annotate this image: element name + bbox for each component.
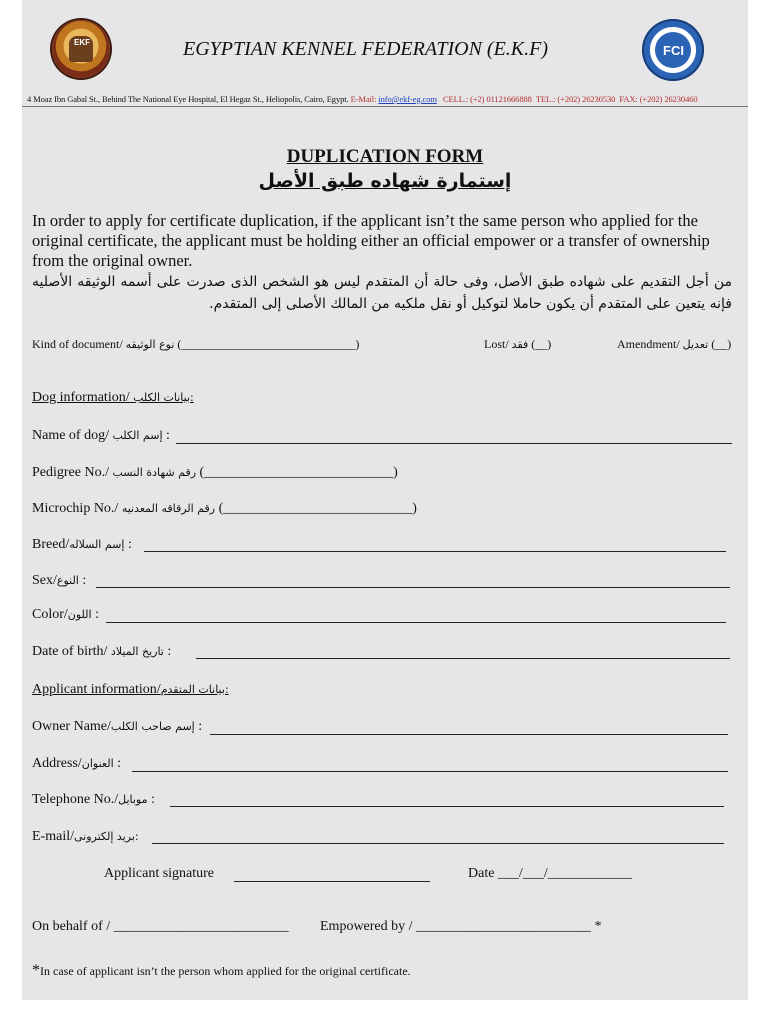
header-divider xyxy=(22,106,748,107)
date-field[interactable]: Date ___/___/____________ xyxy=(468,866,632,881)
dog-name-input[interactable] xyxy=(176,443,732,444)
signature-input[interactable] xyxy=(234,881,430,882)
signature-label: Applicant signature xyxy=(104,866,215,881)
amendment-checkbox[interactable]: Amendment/ تعديل (__) xyxy=(617,337,732,351)
applicant-info-heading: Applicant information/بيانات المتقدم: xyxy=(32,682,229,697)
address-line xyxy=(27,94,698,104)
empowered-by-field[interactable]: Empowered by / _________________________ * xyxy=(320,919,602,934)
dog-name-label: Name of dog/ إسم الكلب : xyxy=(32,428,170,443)
owner-name-input[interactable] xyxy=(210,734,728,735)
fax-number: FAX: (+202) 26230460 xyxy=(619,94,698,104)
fci-logo xyxy=(642,19,704,81)
email-link[interactable]: info@ekf-eg.com xyxy=(378,94,437,104)
lost-checkbox[interactable]: Lost/ فقد (__) xyxy=(484,337,552,351)
footnote-text: In case of applicant isn’t the person whom applied for the original certificate. xyxy=(40,964,411,978)
owner-name-label: Owner Name/إسم صاحب الكلب : xyxy=(32,719,203,734)
kind-of-document-field[interactable]: Kind of document/ نوع الوثيقه (_____________________________) xyxy=(32,337,360,351)
email-field-label: E-mail/بريد إلكترونى: xyxy=(32,829,139,844)
sex-label: Sex/النوع : xyxy=(32,573,87,588)
color-label: Color/اللون : xyxy=(32,607,99,622)
dog-info-heading: Dog information/ بيانات الكلب: xyxy=(32,390,194,405)
telephone-input[interactable] xyxy=(170,806,724,807)
email-label: E-Mail: xyxy=(350,94,377,104)
ekf-logo xyxy=(52,20,110,78)
street-address: 4 Moaz Ibn Gabal St., Behind The National Eye Hospital, El Hegaz St., Heliopolis, Cairo, Egypt. xyxy=(27,94,349,104)
color-input[interactable] xyxy=(106,622,726,623)
footnote-star: * xyxy=(32,962,40,979)
cell-number: CELL.: (+2) 01121666888 xyxy=(442,94,532,104)
address-label: Address/العنوان : xyxy=(32,756,122,771)
fci-logo-text: FCI xyxy=(663,43,684,58)
sex-input[interactable] xyxy=(96,587,730,588)
microchip-field[interactable]: Microchip No./ رقم الرقاقه المعدنيه (___________________________) xyxy=(32,501,417,516)
form-title: DUPLICATION FORM xyxy=(286,146,484,167)
ekf-logo-text: EKF xyxy=(74,38,90,47)
breed-label: Breed/إسم السلاله : xyxy=(32,537,132,552)
intro-english: In order to apply for certificate duplication, if the applicant isn’t the same person who applied for the original certificate, the applicant must be holding either an official empower or a transfer of ownership from the original owner. xyxy=(32,211,710,270)
form-title-arabic: إستمارة شهاده طبق الأصل xyxy=(258,170,512,192)
telephone-label: Telephone No./موبايل : xyxy=(32,792,155,807)
email-input[interactable] xyxy=(152,843,724,844)
footnote xyxy=(32,962,411,980)
dob-input[interactable] xyxy=(196,658,730,659)
breed-input[interactable] xyxy=(144,551,726,552)
address-input[interactable] xyxy=(132,771,728,772)
pedigree-field[interactable]: Pedigree No./ رقم شهادة النسب (___________________________) xyxy=(32,465,398,480)
dob-label: Date of birth/ تاريخ الميلاد : xyxy=(32,644,172,659)
tel-number: TEL.: (+202) 26230530 xyxy=(535,94,616,104)
intro-arabic: من أجل التقديم على شهاده طبق الأصل، وفى حالة أن المتقدم ليس هو الشخص الذى صدرت على أسمه الوثيقه الأصليه فإنه يتعين على المتقدم أن يكون حاملا لتوكيل أو نقل ملكيه من المالك الأصلى إلى المتقدم. xyxy=(32,274,732,312)
on-behalf-field[interactable]: On behalf of / _________________________ xyxy=(32,919,289,934)
page-title: EGYPTIAN KENNEL FEDERATION (E.K.F) xyxy=(183,38,548,60)
